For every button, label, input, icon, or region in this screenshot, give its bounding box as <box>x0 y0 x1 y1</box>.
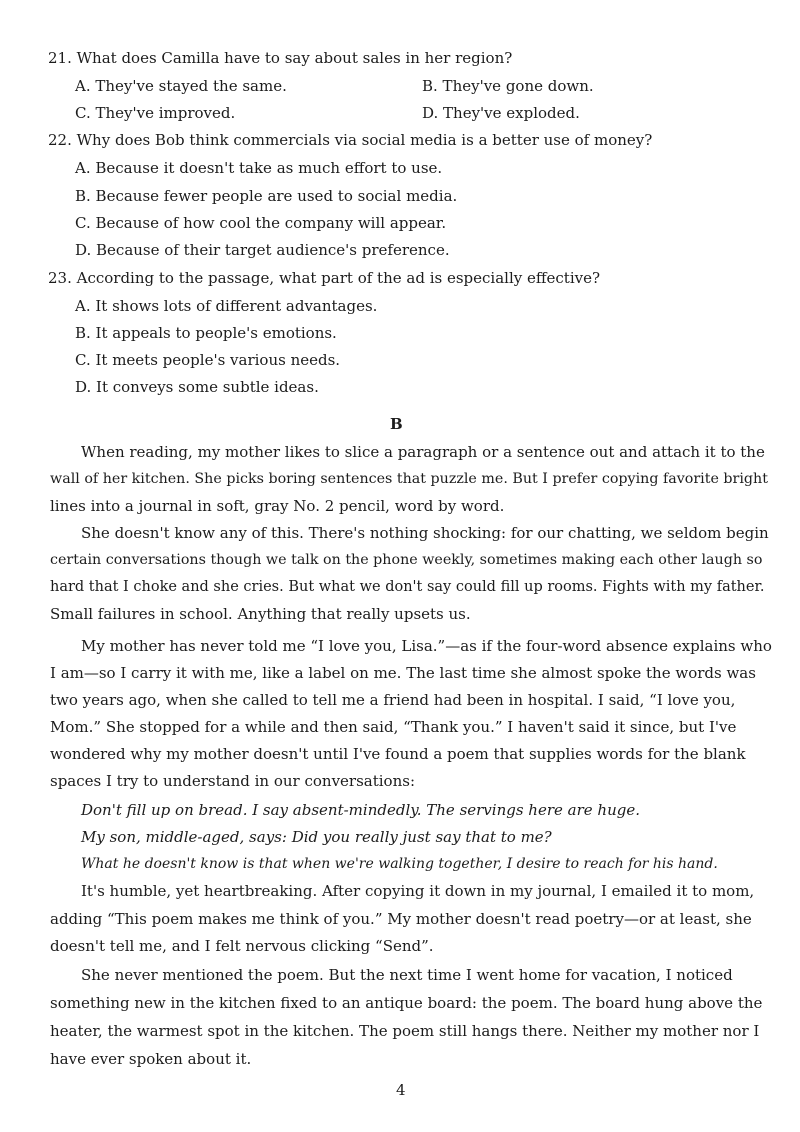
passage-line: heater, the warmest spot in the kitchen. The poem still hangs there. Neither my mother nor I <box>50 1022 760 1040</box>
question-21-option-c: C. They've improved. <box>75 104 236 122</box>
passage-line: I am—so I carry it with me, like a label on me. The last time she almost spoke the words was <box>50 664 756 682</box>
question-21-stem: 21. What does Camilla have to say about sales in her region? <box>48 49 513 67</box>
question-22-option-c: C. Because of how cool the company will appear. <box>75 214 447 232</box>
passage-line: spaces I try to understand in our conversations: <box>50 772 415 790</box>
passage-line: Mom.” She stopped for a while and then said, “Thank you.” I haven't said it since, but I've <box>50 718 737 736</box>
question-22-option-a: A. Because it doesn't take as much effort to use. <box>75 159 443 177</box>
passage-line: When reading, my mother likes to slice a paragraph or a sentence out and attach it to the <box>81 443 765 461</box>
passage-line: lines into a journal in soft, gray No. 2 pencil, word by word. <box>50 497 505 515</box>
question-23-option-b: B. It appeals to people's emotions. <box>75 324 337 342</box>
passage-line: She never mentioned the poem. But the next time I went home for vacation, I noticed <box>81 966 733 984</box>
passage-line: have ever spoken about it. <box>50 1050 252 1068</box>
passage-line: something new in the kitchen fixed to an antique board: the poem. The board hung above the <box>50 994 763 1012</box>
section-heading: B <box>390 415 403 433</box>
passage-line: hard that I choke and she cries. But what we don't say could fill up rooms. Fights with my father. <box>50 579 765 595</box>
question-22-stem: 22. Why does Bob think commercials via social media is a better use of money? <box>48 131 653 149</box>
passage-line: She doesn't know any of this. There's nothing shocking: for our chatting, we seldom begin <box>81 524 769 542</box>
question-21-option-a: A. They've stayed the same. <box>75 77 287 95</box>
passage-line: doesn't tell me, and I felt nervous clicking “Send”. <box>50 937 434 955</box>
passage-line: adding “This poem makes me think of you.” My mother doesn't read poetry—or at least, she <box>50 910 752 928</box>
passage-line: certain conversations though we talk on the phone weekly, sometimes making each other laugh so <box>50 552 763 568</box>
passage-line: My mother has never told me “I love you, Lisa.”—as if the four-word absence explains who <box>81 637 772 655</box>
page-number: 4 <box>396 1081 406 1099</box>
passage-line: Small failures in school. Anything that really upsets us. <box>50 605 471 623</box>
question-22-option-d: D. Because of their target audience's preference. <box>75 241 450 259</box>
question-23-stem: 23. According to the passage, what part of the ad is especially effective? <box>48 269 601 287</box>
question-23-option-c: C. It meets people's various needs. <box>75 351 341 369</box>
passage-line: two years ago, when she called to tell me a friend had been in hospital. I said, “I love you, <box>50 691 736 709</box>
passage-line: wondered why my mother doesn't until I've found a poem that supplies words for the blank <box>50 745 746 763</box>
passage-line: wall of her kitchen. She picks boring sentences that puzzle me. But I prefer copying favorite bright <box>50 471 768 487</box>
question-21-option-b: B. They've gone down. <box>422 77 594 95</box>
poem-line: Don't fill up on bread. I say absent-mindedly. The servings here are huge. <box>81 801 640 819</box>
poem-line: What he doesn't know is that when we're walking together, I desire to reach for his hand. <box>81 856 718 872</box>
question-21-option-d: D. They've exploded. <box>422 104 580 122</box>
question-22-option-b: B. Because fewer people are used to social media. <box>75 187 458 205</box>
passage-line: It's humble, yet heartbreaking. After copying it down in my journal, I emailed it to mom, <box>81 882 755 900</box>
question-23-option-a: A. It shows lots of different advantages. <box>75 297 378 315</box>
question-23-option-d: D. It conveys some subtle ideas. <box>75 378 319 396</box>
poem-line: My son, middle-aged, says: Did you really just say that to me? <box>81 828 552 846</box>
